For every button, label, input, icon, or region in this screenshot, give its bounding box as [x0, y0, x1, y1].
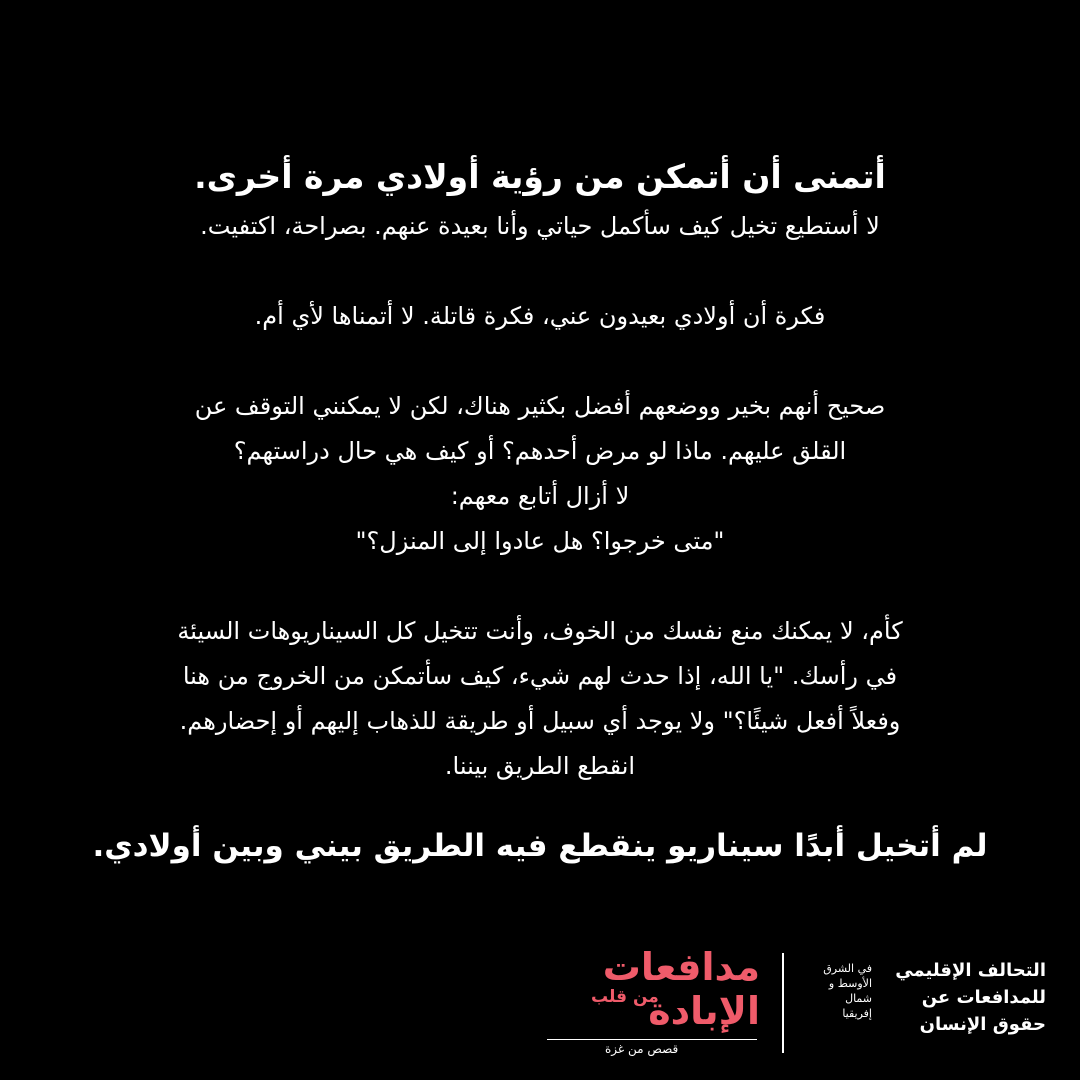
story-line: "متى خرجوا؟ هل عادوا إلى المنزل؟" — [355, 527, 725, 555]
story-closing: لم أتخيل أبدًا سيناريو ينقطع فيه الطريق بيني وبين أولادي. — [92, 828, 988, 864]
region-line-2: الأوسط و — [828, 977, 872, 990]
paragraph-gap — [90, 249, 990, 294]
region-line-1: في الشرق — [823, 962, 872, 975]
footer-logos — [0, 945, 1080, 1065]
story-heading: أتمنى أن أتمكن من رؤية أولادي مرة أخرى. — [194, 157, 886, 196]
story-paragraph-3 — [90, 384, 990, 564]
story-line: كأم، لا يمكنك منع نفسك من الخوف، وأنت تتخيل كل السيناريوهات السيئة — [177, 617, 903, 645]
story-line: لا أستطيع تخيل كيف سأكمل حياتي وأنا بعيدة عنهم. بصراحة، اكتفيت. — [200, 212, 880, 240]
story-paragraph-2 — [90, 294, 990, 339]
story-line: فكرة أن أولادي بعيدون عني، فكرة قاتلة. لا أتمناها لأي أم. — [254, 302, 826, 330]
region-line-3: شمال — [845, 992, 872, 1005]
coalition-line-3: حقوق الإنسان — [919, 1014, 1046, 1035]
coalition-logo — [792, 957, 1052, 1047]
paragraph-gap — [90, 339, 990, 384]
story-paragraph-4 — [90, 609, 990, 789]
brand-tagline: قصص من غزة — [599, 1042, 684, 1056]
story-paragraph-1 — [90, 204, 990, 249]
story-line: القلق عليهم. ماذا لو مرض أحدهم؟ أو كيف هي حال دراستهم؟ — [233, 437, 847, 465]
logo-divider — [782, 953, 784, 1053]
coalition-line-2: للمدافعات عن — [921, 987, 1046, 1008]
brand-line-1: مدافعات — [602, 945, 760, 989]
story-line: وفعلاً أفعل شيئًا؟" ولا يوجد أي سبيل أو طريقة للذهاب إليهم أو إحضارهم. — [179, 707, 901, 735]
story-text — [90, 150, 990, 871]
coalition-name — [895, 957, 1046, 1038]
coalition-region — [792, 961, 872, 1021]
paragraph-gap — [90, 564, 990, 609]
story-line: انقطع الطريق بيننا. — [444, 752, 636, 780]
story-line: لا أزال أتابع معهم: — [450, 482, 630, 510]
brand-rule — [547, 1039, 757, 1040]
story-line: في رأسك. "يا الله، إذا حدث لهم شيء، كيف سأتمكن من الخروج من هنا — [182, 662, 898, 690]
story-line: صحيح أنهم بخير ووضعهم أفضل بكثير هناك، لكن لا يمكنني التوقف عن — [194, 392, 886, 420]
brand-from-heart: من قلب — [591, 987, 659, 1007]
brand-line-2: الإبادة — [648, 989, 760, 1033]
brand-logo — [535, 945, 770, 1060]
coalition-line-1: التحالف الإقليمي — [895, 960, 1046, 981]
region-line-4: إفريقيا — [842, 1007, 872, 1020]
